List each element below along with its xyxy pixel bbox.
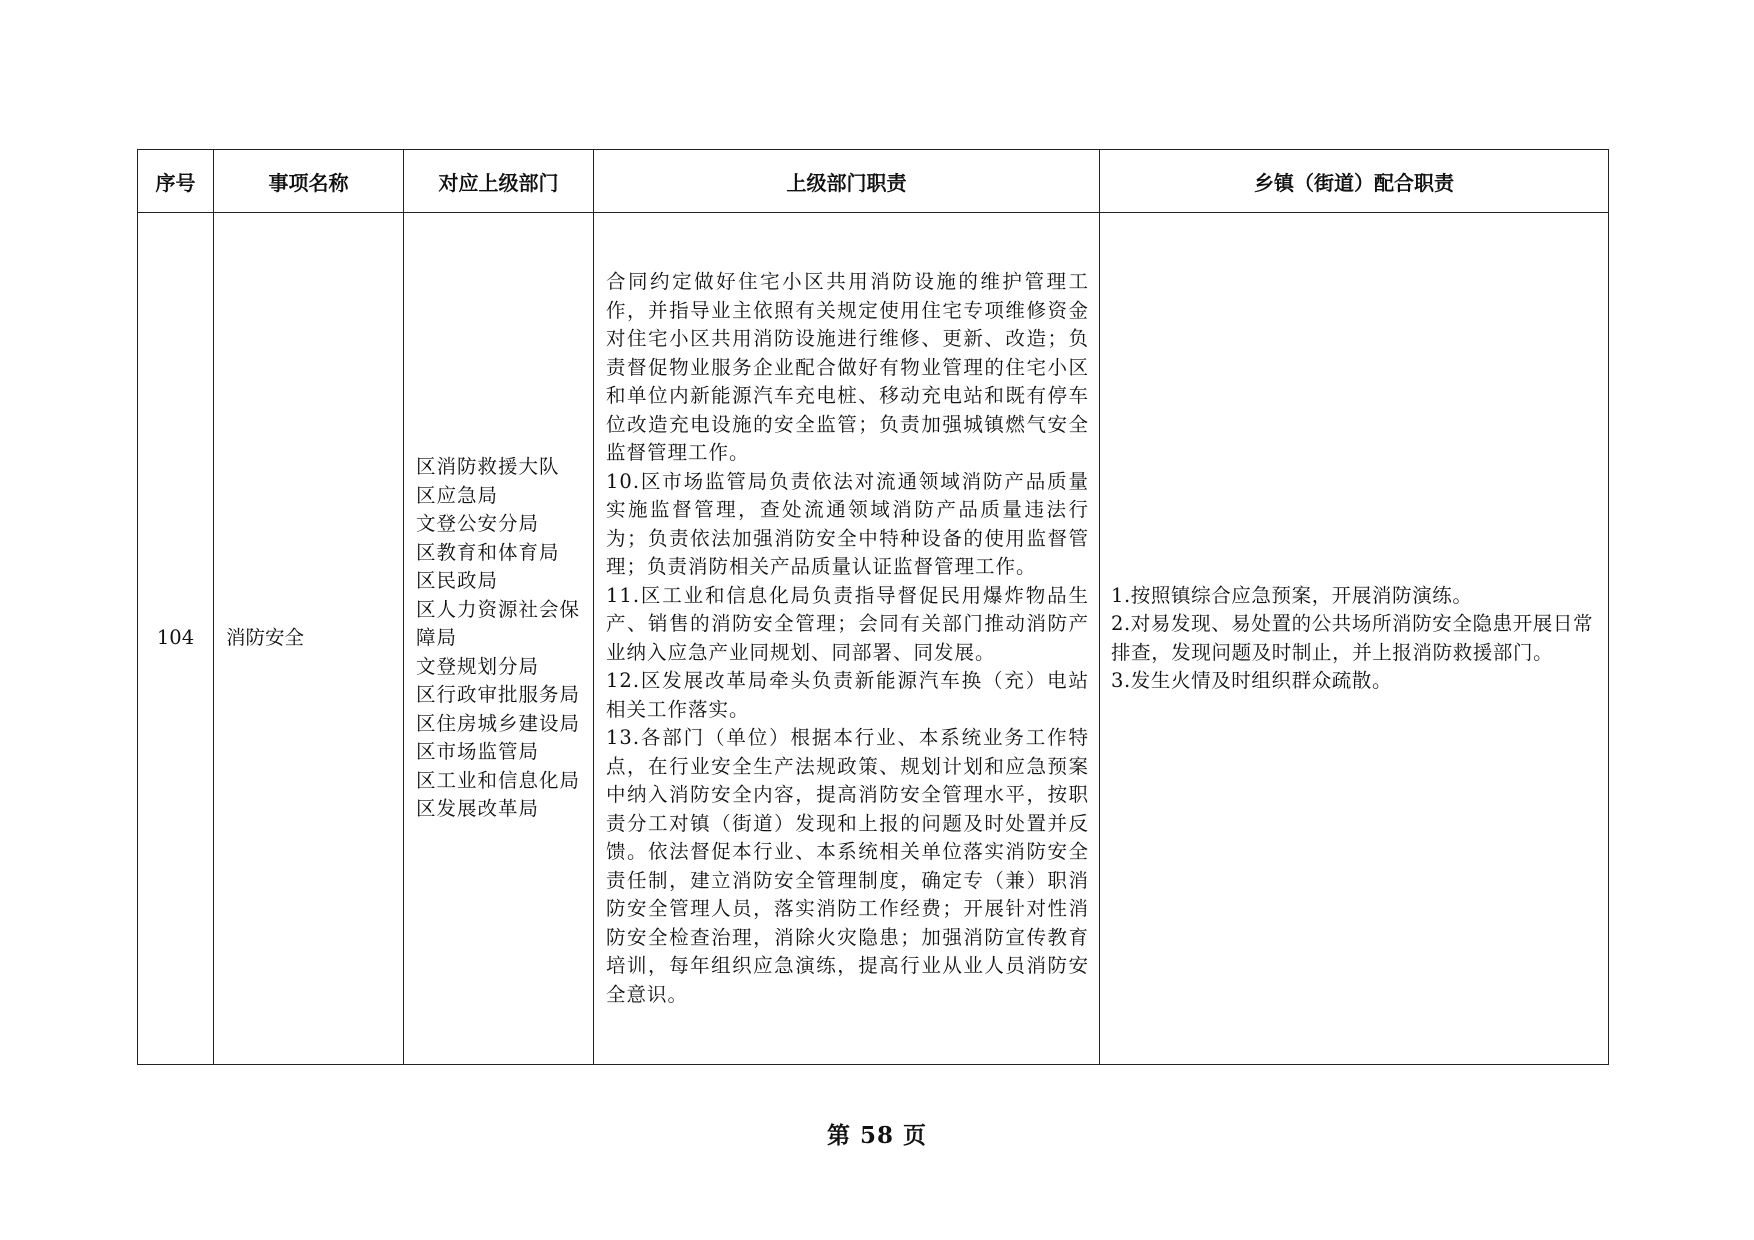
- department-list: [404, 453, 593, 824]
- responsibility-table: [137, 149, 1609, 1065]
- duty-paragraph: 10.区市场监管局负责依法对流通领域消防产品质量实施监督管理，查处流通领域消防产品质量违法行为；负责依法加强消防安全中特种设备的使用监督管理；负责消防相关产品质量认证监督管理工作。: [606, 469, 1089, 578]
- department-item: 区应急局: [416, 483, 499, 507]
- department-item: 区教育和体育局: [416, 540, 560, 564]
- department-item: 区民政局: [416, 569, 499, 593]
- header-index: 序号: [138, 150, 214, 213]
- header-town-duties: 乡镇（街道）配合职责: [1100, 150, 1609, 213]
- department-item: 区发展改革局: [416, 797, 540, 821]
- department-item: 文登规划分局: [416, 654, 540, 678]
- department-item: 区行政审批服务局: [416, 683, 581, 707]
- header-department: 对应上级部门: [404, 150, 594, 213]
- department-item: 区住房城乡建设局: [416, 711, 581, 735]
- row-departments-cell: [404, 213, 594, 1065]
- table-row: [138, 213, 1609, 1065]
- row-item-name: 消防安全: [214, 213, 404, 1065]
- table-header-row: [138, 150, 1609, 213]
- duty-paragraph: 合同约定做好住宅小区共用消防设施的维护管理工作，并指导业主依照有关规定使用住宅专项维修资金对住宅小区共用消防设施进行维修、更新、改造；负责督促物业服务企业配合做好有物业管理的住宅小区和单位内新能源汽车充电桩、移动充电站和既有停车位改造充电设施的安全监管；负责加强城镇燃气安全监督管理工作。: [606, 270, 1089, 464]
- duty-paragraph: 13.各部门（单位）根据本行业、本系统业务工作特点，在行业安全生产法规政策、规划计划和应急预案中纳入消防安全内容，提高消防安全管理水平，按职责分工对镇（街道）发现和上报的问题及时处置并反馈。依法督促本行业、本系统相关单位落实消防安全责任制，建立消防安全管理制度，确定专（兼）职消防安全管理人员，落实消防工作经费；开展针对性消防安全检查治理，消除火灾隐患；加强消防宣传教育培训，每年组织应急演练，提高行业从业人员消防安全意识。: [606, 726, 1089, 1006]
- superior-duties-text: [594, 268, 1099, 1009]
- duty-paragraph: 11.区工业和信息化局负责指导督促民用爆炸物品生产、销售的消防安全管理；会同有关部门推动消防产业纳入应急产业同规划、同部署、同发展。: [606, 583, 1089, 664]
- header-item-name: 事项名称: [214, 150, 404, 213]
- town-duty-item: 1.按照镇综合应急预案，开展消防演练。: [1111, 583, 1473, 607]
- row-superior-duties-cell: [594, 213, 1100, 1065]
- page-number: 第 58 页: [826, 1122, 928, 1149]
- town-duty-item: 3.发生火情及时组织群众疏散。: [1111, 669, 1393, 692]
- town-duties-list: [1100, 582, 1608, 696]
- department-item: 文登公安分局: [416, 512, 540, 536]
- town-duty-item: 2.对易发现、易处置的公共场所消防安全隐患开展日常排查，发现问题及时制止，并上报消防救援部门。: [1111, 612, 1594, 664]
- duty-paragraph: 12.区发展改革局牵头负责新能源汽车换（充）电站相关工作落实。: [606, 669, 1089, 721]
- department-item: 区消防救援大队: [416, 455, 560, 479]
- row-index: 104: [138, 213, 214, 1065]
- department-item: 区市场监管局: [416, 740, 540, 764]
- department-item: 区工业和信息化局: [416, 768, 581, 792]
- department-item: 区人力资源社会保障局: [416, 597, 581, 650]
- row-town-duties-cell: [1100, 213, 1609, 1065]
- header-superior-duties: 上级部门职责: [594, 150, 1100, 213]
